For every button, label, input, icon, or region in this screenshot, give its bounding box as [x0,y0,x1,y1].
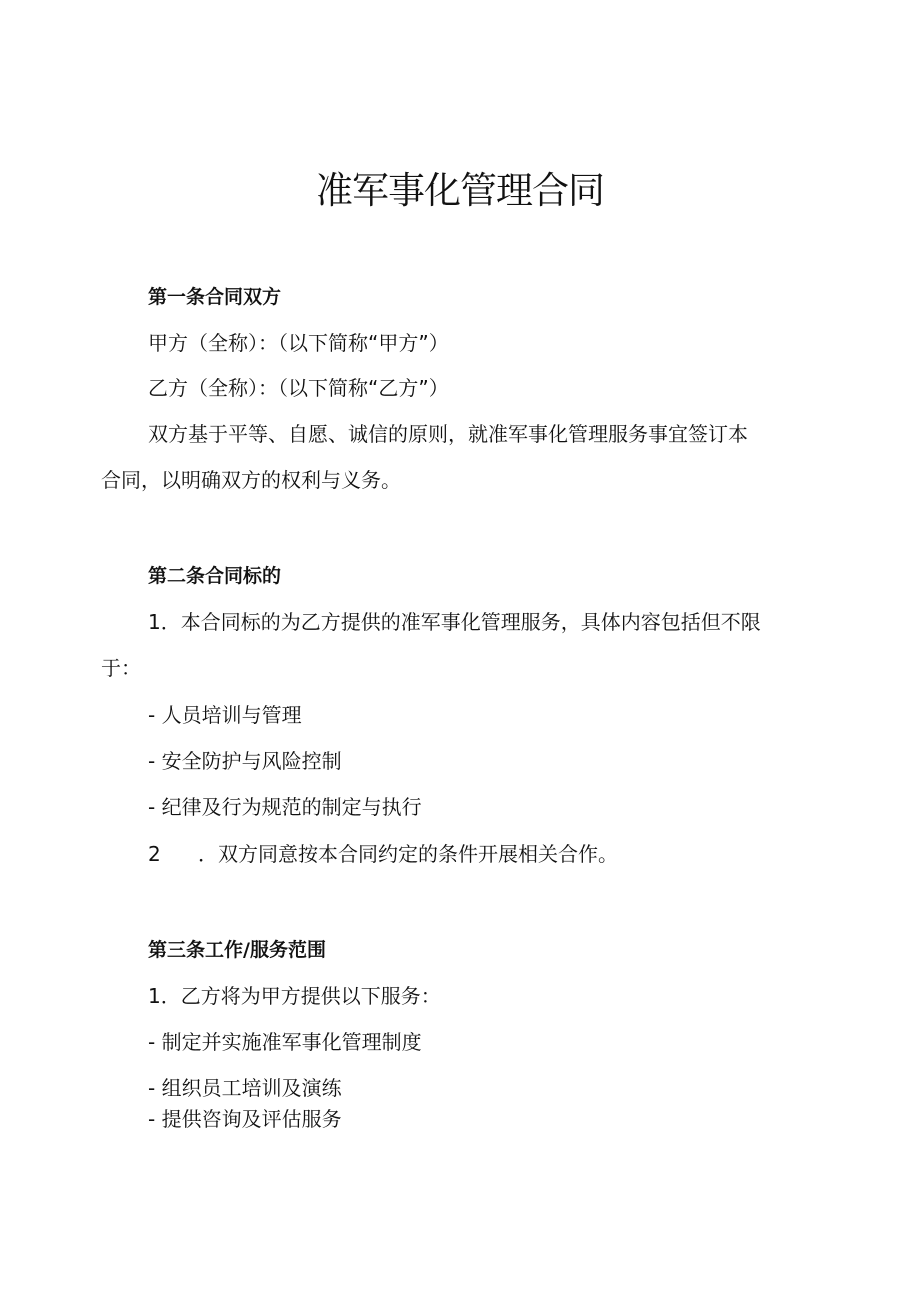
article-2-item-1-line-1: 1．本合同标的为乙方提供的准军事化管理服务，具体内容包括但不限 [148,610,761,634]
article-3-item-1: 1．乙方将为甲方提供以下服务： [148,984,441,1008]
article-2-bullet: - 纪律及行为规范的制定与执行 [148,795,422,819]
party-a-line: 甲方（全称）：（以下简称“甲方”） [148,331,449,355]
article-2-bullet: - 人员培训与管理 [148,703,302,727]
article-3-bullet: - 组织员工培训及演练 [148,1076,342,1100]
contract-title: 准军事化管理合同 [316,169,604,212]
article-3-heading: 第三条工作/服务范围 [148,939,326,961]
article-1-heading: 第一条合同双方 [148,286,282,308]
article-1-body-line-1: 双方基于平等、自愿、诚信的原则，就准军事化管理服务事宜签订本 [148,422,748,446]
article-3-bullet: - 提供咨询及评估服务 [148,1107,342,1131]
article-2-item-2-text: ．双方同意按本合同约定的条件开展相关合作。 [198,842,618,866]
article-2-item-1-line-2: 于： [101,656,141,680]
party-b-line: 乙方（全称）：（以下简称“乙方”） [148,376,449,400]
article-2-bullet: - 安全防护与风险控制 [148,749,342,773]
article-1-body-line-2: 合同，以明确双方的权利与义务。 [101,468,401,492]
article-2-heading: 第二条合同标的 [148,565,282,587]
article-3-bullet: - 制定并实施准军事化管理制度 [148,1030,422,1054]
article-2-item-2-number: 2 [148,842,161,866]
